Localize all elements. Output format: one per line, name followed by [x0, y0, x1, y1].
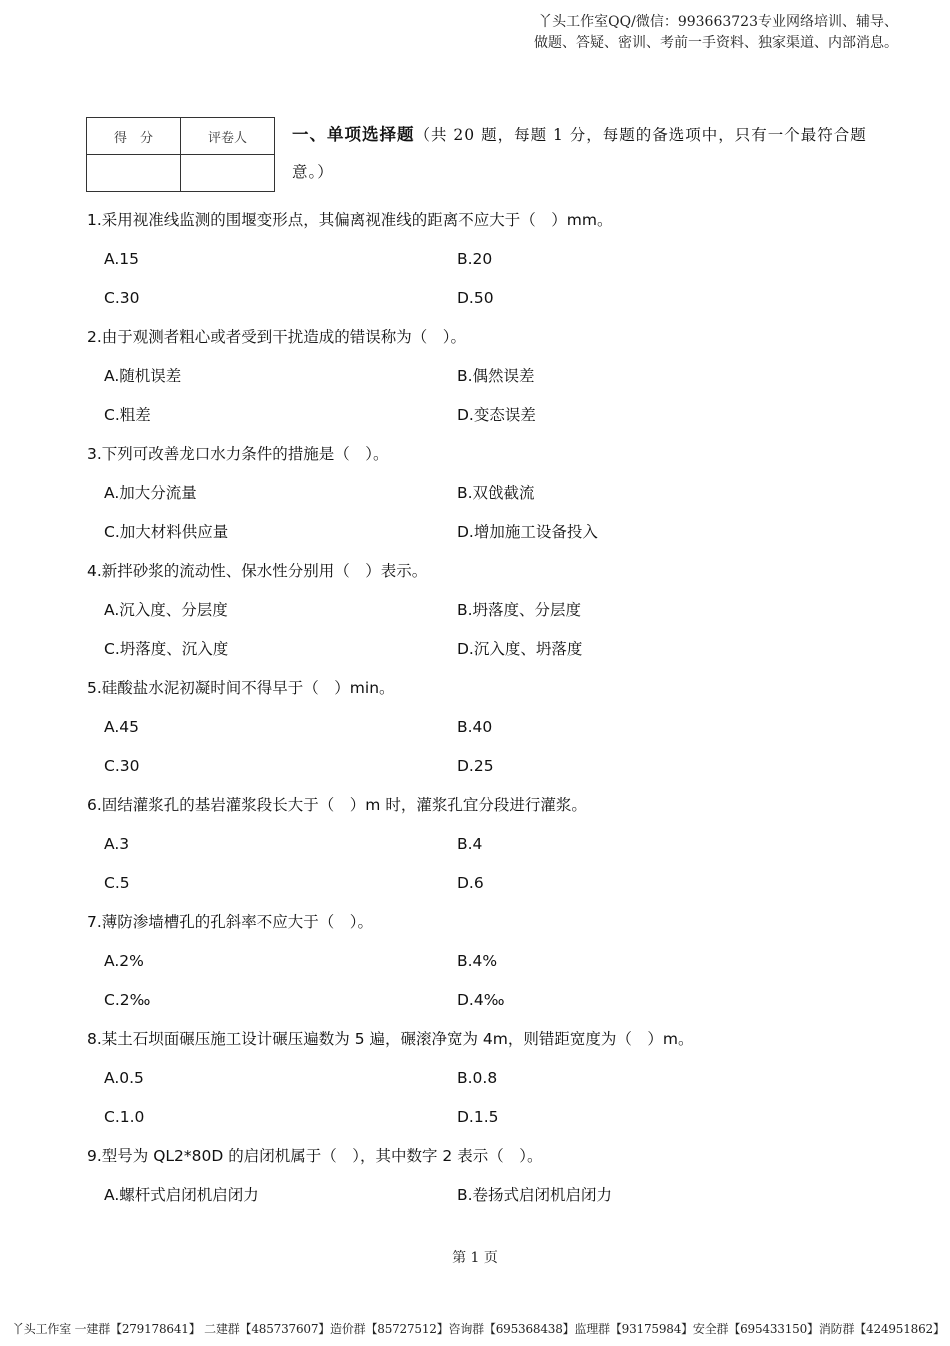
- header-notice: [534, 12, 898, 54]
- page-number: 第 1 页: [452, 1250, 498, 1266]
- option-row: [87, 864, 917, 903]
- option-b: B.卷扬式启闭机启闭力: [457, 1186, 613, 1204]
- option-b: B.4%: [457, 952, 498, 970]
- option-b: B.坍落度、分层度: [457, 601, 582, 619]
- option-d: D.6: [457, 874, 484, 892]
- option-row: [87, 1059, 917, 1098]
- question-stem: 3.下列可改善龙口水力条件的措施是（ ）。: [87, 445, 389, 463]
- score-cell: [87, 155, 181, 192]
- section-heading: [292, 116, 872, 191]
- section-heading-bold: 一、单项选择题: [292, 125, 415, 144]
- option-row: [87, 396, 917, 435]
- option-row: [87, 1098, 917, 1137]
- option-b: B.双戗截流: [457, 484, 535, 502]
- option-row: [87, 630, 917, 669]
- option-b: B.偶然误差: [457, 367, 535, 385]
- option-row: [87, 1176, 917, 1215]
- option-row: [87, 240, 917, 279]
- grader-label: 评卷人: [181, 118, 275, 155]
- option-a: A.2%: [104, 952, 144, 970]
- option-d: D.25: [457, 757, 494, 775]
- question-stem: 9.型号为 QL2*80D 的启闭机属于（ ），其中数字 2 表示（ ）。: [87, 1147, 543, 1165]
- option-row: [87, 357, 917, 396]
- section-heading-rest: （共 20 题，每题 1 分，每题的备选项中，只有一个最符合题意。）: [292, 126, 867, 181]
- option-a: A.0.5: [104, 1069, 144, 1087]
- option-a: A.15: [104, 250, 139, 268]
- option-row: [87, 942, 917, 981]
- header-line-1: 丫头工作室QQ/微信：993663723专业网络培训、辅导、: [538, 14, 898, 30]
- question-stem: 5.硅酸盐水泥初凝时间不得早于（ ）min。: [87, 679, 395, 697]
- score-label: 得 分: [87, 118, 181, 155]
- option-a: A.沉入度、分层度: [104, 601, 228, 619]
- option-row: [87, 279, 917, 318]
- option-row: [87, 474, 917, 513]
- question-stem: 1.采用视准线监测的围堰变形点，其偏离视准线的距离不应大于（ ）mm。: [87, 211, 613, 229]
- grader-cell: [181, 155, 275, 192]
- option-b: B.4: [457, 835, 483, 853]
- option-c: C.30: [104, 289, 140, 307]
- option-a: A.螺杆式启闭机启闭力: [104, 1186, 259, 1204]
- footer-groups: 丫头工作室 一建群【279178641】 二建群【485737607】造价群【85727512】咨询群【695368438】监理群【93175984】安全群【695433150】消防群【424951862】: [12, 1322, 945, 1336]
- option-c: C.2‰: [104, 991, 151, 1009]
- option-a: A.加大分流量: [104, 484, 197, 502]
- option-c: C.1.0: [104, 1108, 145, 1126]
- question-stem: 2.由于观测者粗心或者受到干扰造成的错误称为（ ）。: [87, 328, 467, 346]
- option-row: [87, 513, 917, 552]
- option-d: D.4‰: [457, 991, 505, 1009]
- option-row: [87, 747, 917, 786]
- option-c: C.坍落度、沉入度: [104, 640, 229, 658]
- option-row: [87, 708, 917, 747]
- option-a: A.45: [104, 718, 139, 736]
- question-stem: 7.薄防渗墙槽孔的孔斜率不应大于（ ）。: [87, 913, 374, 931]
- option-c: C.30: [104, 757, 140, 775]
- option-b: B.40: [457, 718, 493, 736]
- option-b: B.0.8: [457, 1069, 498, 1087]
- option-a: A.3: [104, 835, 130, 853]
- option-d: D.增加施工设备投入: [457, 523, 598, 541]
- option-a: A.随机误差: [104, 367, 182, 385]
- option-row: [87, 825, 917, 864]
- option-d: D.变态误差: [457, 406, 536, 424]
- option-c: C.粗差: [104, 406, 151, 424]
- question-list: [87, 201, 917, 1215]
- option-d: D.沉入度、坍落度: [457, 640, 583, 658]
- header-line-2: 做题、答疑、密训、考前一手资料、独家渠道、内部消息。: [534, 35, 898, 51]
- option-c: C.5: [104, 874, 130, 892]
- option-row: [87, 591, 917, 630]
- option-b: B.20: [457, 250, 493, 268]
- option-row: [87, 981, 917, 1020]
- question-stem: 4.新拌砂浆的流动性、保水性分别用（ ）表示。: [87, 562, 428, 580]
- option-d: D.1.5: [457, 1108, 499, 1126]
- question-stem: 8.某土石坝面碾压施工设计碾压遍数为 5 遍，碾滚净宽为 4m，则错距宽度为（ ）m。: [87, 1030, 694, 1048]
- score-box: [86, 117, 275, 192]
- question-stem: 6.固结灌浆孔的基岩灌浆段长大于（ ）m 时，灌浆孔宜分段进行灌浆。: [87, 796, 587, 814]
- option-c: C.加大材料供应量: [104, 523, 229, 541]
- option-d: D.50: [457, 289, 494, 307]
